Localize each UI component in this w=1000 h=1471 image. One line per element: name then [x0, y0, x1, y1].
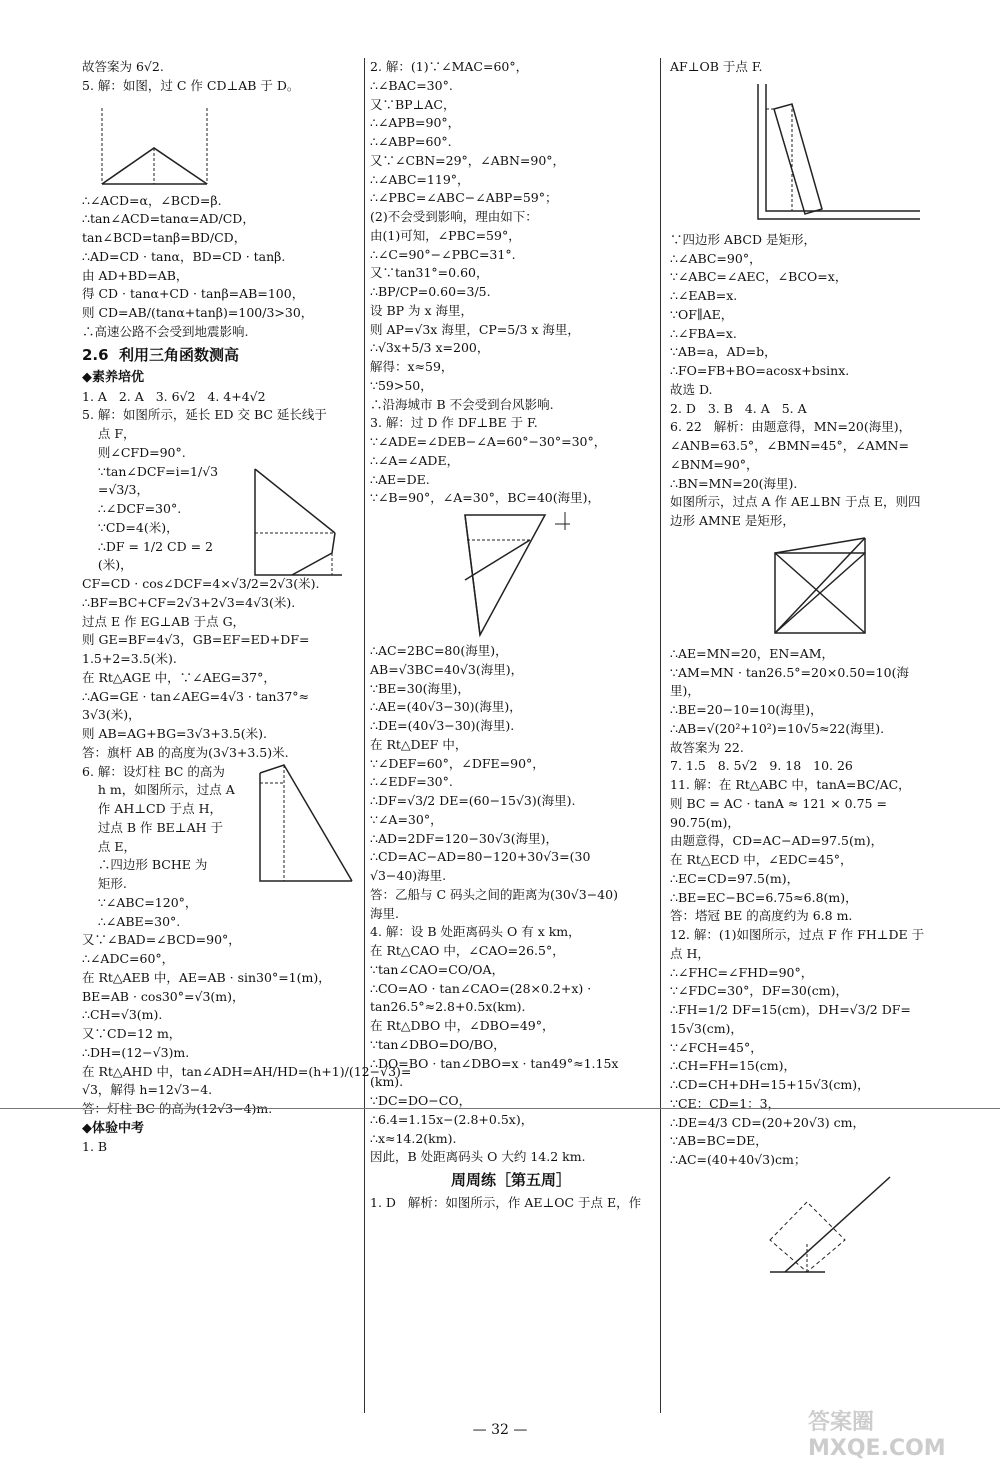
text-line: 点 F，: [82, 426, 136, 441]
subsection-title: ◆素养培优: [82, 370, 144, 385]
text-line: 3√3(米)，: [82, 707, 141, 723]
column-2: [370, 58, 652, 1212]
text-line: ∴DF=√3/2 DE=(60−15√3)(海里).: [370, 793, 576, 808]
text-line: tan∠BCD=tanβ=BD/CD，: [82, 230, 247, 245]
text-line: 1. A 2. A 3. 6√2 4. 4+4√2: [82, 388, 266, 404]
text-line: ∴AC=2BC=80(海里)，: [370, 643, 508, 658]
watermark: 答案圈 MXQE.COM: [808, 1410, 946, 1461]
text-line: ∴AE=(40√3−30)(海里)，: [370, 699, 522, 715]
text-line: ∴∠ABC=119°，: [370, 171, 470, 187]
text-line: ∵∠ABC=120°，: [82, 894, 198, 910]
text-line: AB=√3BC=40√3(海里)，: [370, 661, 524, 677]
section-title: 周周练［第五周］: [450, 1171, 571, 1189]
text-line: 6. 解：设灯柱 BC 的高为: [82, 763, 225, 779]
text-line: ∵∠FDC=30°，DF=30(cm)，: [670, 983, 848, 999]
text-line: 在 Rt△AGE 中，∵∠AEG=37°，: [82, 669, 276, 685]
text-line: ∴FO=FB+BO=acosx+bsinx.: [670, 363, 850, 378]
text-line: 故选 D.: [670, 381, 713, 397]
text-line: 12. 解：(1)如图所示，过点 F 作 FH⊥DE 于: [670, 927, 925, 942]
text-line: ∵59>50，: [370, 377, 433, 393]
text-line: ∴√3x+5/3 x=200，: [370, 340, 490, 356]
text-line: ∴∠ACD=α，∠BCD=β.: [82, 192, 222, 208]
text-line: ∴AD=2DF=120−30√3(海里)，: [370, 830, 559, 846]
text-line: ∴CH=FH=15(cm)，: [670, 1058, 796, 1074]
text-line: 解得：x≈59，: [370, 359, 454, 374]
text-line: 作 AH⊥CD 于点 H，: [82, 801, 222, 816]
text-line: BE=AB · cos30°=√3(m)，: [82, 988, 245, 1004]
text-line: 7. 1.5 8. 5√2 9. 18 10. 26: [670, 758, 853, 774]
text-line: ∴∠FHC=∠FHD=90°，: [670, 964, 814, 980]
text-line: 答：旗杆 AB 的高度为(3√3+3.5)米.: [82, 744, 289, 760]
figure-ladder: [765, 1172, 905, 1282]
text-line: ∴BF=BC+CF=2√3+2√3=4√3(米).: [82, 594, 296, 610]
text-line: 在 Rt△AHD 中，tan∠ADH=AH/HD=(h+1)/(12−√3)=: [82, 1063, 412, 1079]
text-line: ∴∠ABP=60°.: [370, 134, 452, 149]
text-line: ∴AC=(40+40√3)cm；: [670, 1152, 807, 1167]
text-line: ∵∠A=30°，: [370, 811, 443, 827]
text-line: 1. B: [82, 1139, 108, 1155]
text-line: 6. 22 解析：由题意得，MN=20(海里)，: [670, 419, 912, 435]
text-line: ∴高速公路不会受到地震影响.: [82, 323, 249, 339]
text-line: ∴BE=EC−BC=6.75≈6.8(m)，: [670, 889, 858, 905]
text-line: 又∵BP⊥AC，: [370, 96, 456, 112]
text-line: ∴BE=20−10=10(海里)，: [670, 702, 823, 717]
figure-north-abcd: [82, 98, 222, 190]
page-number: — 32 —: [472, 1422, 528, 1438]
text-line: ∴DO=BO · tan∠DBO=x · tan49°≈1.15x: [370, 1055, 619, 1071]
column-3: [670, 58, 970, 1284]
text-line: ∵OF∥AE，: [670, 306, 734, 322]
text-line: (2)不会受到影响，理由如下：: [370, 209, 538, 224]
text-line: ∵∠FCH=45°，: [670, 1039, 763, 1055]
text-line: CF=CD · cos∠DCF=4×√3/2=2√3(米).: [82, 576, 320, 591]
text-line: ∴AE=DE.: [370, 471, 430, 487]
text-line: ∴AG=GE · tan∠AEG=4√3 · tan37°≈: [82, 688, 310, 704]
text-line: 答：塔冠 BE 的高度约为 6.8 m.: [670, 908, 853, 924]
text-line: 如图所示，过点 A 作 AE⊥BN 于点 E，则四: [670, 494, 921, 510]
text-line: 在 Rt△CAO 中，∠CAO=26.5°，: [370, 943, 565, 958]
text-line: ∴沿海城市 B 不会受到台风影响.: [370, 396, 554, 412]
text-line: AF⊥OB 于点 F.: [670, 59, 763, 74]
text-line: ∵tan∠DCF=i=1/√3: [82, 463, 219, 479]
text-line: 1.5+2=3.5(米).: [82, 651, 177, 666]
text-line: ∵∠DEF=60°，∠DFE=90°，: [370, 755, 545, 771]
text-line: ∴CD=AC−AD=80−120+30√3=(30: [370, 849, 591, 865]
text-line: ∴x≈14.2(km).: [370, 1130, 457, 1146]
text-line: 又∵∠CBN=29°，∠ABN=90°，: [370, 152, 566, 168]
text-line: ∴∠C=90°−∠PBC=31°.: [370, 246, 516, 262]
text-line: √3−40)海里.: [370, 868, 447, 883]
text-line: 过点 E 作 EG⊥AB 于点 G，: [82, 613, 246, 629]
text-line: 5. 解：如图，过 C 作 CD⊥AB 于 D。: [82, 77, 300, 93]
text-line: ∴∠A=∠ADE，: [370, 452, 460, 468]
figure-ship-triangle: [370, 510, 570, 640]
text-line: 3. 解：过 D 作 DF⊥BE 于 F.: [370, 415, 538, 431]
text-line: 在 Rt△AEB 中，AE=AB · sin30°=1(m)，: [82, 969, 331, 985]
text-line: 又∵∠BAD=∠BCD=90°，: [82, 932, 241, 948]
text-line: ∴DH=(12−√3)m.: [82, 1044, 190, 1060]
text-line: 矩形.: [82, 876, 127, 891]
text-line: √3，解得 h=12√3−4.: [82, 1082, 213, 1098]
text-line: ∴tan∠ACD=tanα=AD/CD，: [82, 211, 255, 227]
column-divider-1: [364, 58, 365, 1413]
text-line: 则 AB=AG+BG=3√3+3.5(米).: [82, 726, 267, 741]
text-line: 1. D 解析：如图所示，作 AE⊥OC 于点 E，作: [370, 1194, 642, 1210]
text-line: 又∵tan31°=0.60，: [370, 265, 489, 281]
text-line: ∠ANB=63.5°，∠BMN=45°，∠AMN=: [670, 438, 909, 453]
subsection-title: ◆体验中考: [82, 1120, 144, 1136]
text-line: 答：灯柱 BC 的高为(12√3−4)m.: [82, 1101, 273, 1116]
text-line: ∴DF = 1/2 CD = 2: [82, 538, 214, 554]
text-line: ∵∠B=90°，∠A=30°，BC=40(海里)，: [370, 490, 600, 506]
text-line: ∵BE=30(海里)，: [370, 680, 470, 696]
text-line: ∵∠ADE=∠DEB−∠A=60°−30°=30°，: [370, 434, 607, 449]
text-line: (km).: [370, 1074, 404, 1090]
text-line: 边形 AMNE 是矩形，: [670, 513, 795, 528]
text-line: ∵tan∠DBO=DO/BO，: [370, 1036, 506, 1052]
text-line: ∴BP/CP=0.60=3/5.: [370, 284, 491, 299]
text-line: 2. D 3. B 4. A 5. A: [670, 400, 807, 416]
text-line: ∴CO=AO · tan∠CAO=(28×0.2+x) ·: [370, 980, 592, 996]
text-line: 过点 B 作 BE⊥AH 于: [82, 819, 223, 835]
text-line: ∴∠ADC=60°，: [82, 951, 175, 966]
text-line: =√3/3，: [82, 482, 149, 498]
text-line: ∴CH=√3(m).: [82, 1007, 163, 1023]
text-line: ∠BNM=90°，: [670, 456, 759, 472]
text-line: 15√3(cm)，: [670, 1020, 743, 1036]
text-line: ∴∠FBA=x.: [670, 325, 737, 341]
text-line: 5. 解：如图所示，延长 ED 交 BC 延长线于: [82, 407, 327, 423]
text-line: ∵AB=BC=DE，: [670, 1133, 768, 1149]
text-line: ∴AE=MN=20，EN=AM，: [670, 645, 835, 661]
text-line: ∴AD=CD · tanα，BD=CD · tanβ.: [82, 248, 286, 264]
text-line: h m，如图所示，过点 A: [82, 782, 235, 798]
text-line: ∴FH=1/2 DF=15(cm)，DH=√3/2 DF=: [670, 1002, 911, 1017]
text-line: ∵四边形 ABCD 是矩形，: [670, 231, 816, 247]
text-line: 则 GE=BF=4√3，GB=EF=ED+DF=: [82, 632, 310, 648]
text-line: 则∠CFD=90°.: [82, 444, 186, 460]
text-line: 90.75(m)，: [670, 814, 740, 830]
text-line: 在 Rt△ECD 中，∠EDC=45°，: [670, 852, 853, 867]
text-line: 则 CD=AB/(tanα+tanβ)=100/3>30，: [82, 305, 314, 320]
text-line: 由(1)可知，∠PBC=59°，: [370, 227, 521, 243]
text-line: 里)，: [670, 683, 700, 699]
text-line: 设 BP 为 x 海里，: [370, 302, 474, 318]
text-line: ∵AM=MN · tan26.5°=20×0.50=10(海: [670, 664, 909, 680]
text-line: ∴∠EAB=x.: [670, 288, 738, 303]
text-line: 点 H，: [670, 945, 710, 961]
text-line: 点 E，: [82, 838, 136, 854]
text-line: 又∵CD=12 m，: [82, 1026, 182, 1041]
text-line: ∵CD=4(米)，: [82, 519, 179, 535]
figure-amne: [765, 533, 895, 643]
text-line: 故答案为 6√2.: [82, 59, 164, 74]
text-line: 由题意得，CD=AC−AD=97.5(m)，: [670, 833, 884, 849]
text-line: ∴CD=CH+DH=15+15√3(cm)，: [670, 1077, 870, 1092]
section-title: 2.6 利用三角函数测高: [82, 345, 240, 364]
text-line: ∴DE=4/3 CD=(20+20√3) cm，: [670, 1114, 866, 1130]
text-line: 答：乙船与 C 码头之间的距离为(30√3−40): [370, 886, 618, 902]
text-line: 11. 解：在 Rt△ABC 中，tanA=BC/AC，: [670, 777, 911, 792]
text-line: ∴∠DCF=30°.: [82, 501, 182, 516]
text-line: ∴∠BAC=30°.: [370, 77, 453, 93]
text-line: ∵tan∠CAO=CO/OA，: [370, 961, 505, 977]
text-line: 由 AD+BD=AB，: [82, 267, 189, 283]
text-line: ∴EC=CD=97.5(m)，: [670, 870, 800, 886]
text-line: ∴四边形 BCHE 为: [82, 857, 208, 873]
text-line: 因此，B 处距离码头 O 大约 14.2 km.: [370, 1149, 586, 1165]
text-line: ∴∠EDF=30°.: [370, 774, 453, 790]
text-line: 2. 解：(1)∵∠MAC=60°，: [370, 59, 529, 74]
scan-line: [0, 1108, 1000, 1109]
text-line: ∴∠PBC=∠ABC−∠ABP=59°；: [370, 190, 558, 206]
text-line: ∴∠APB=90°，: [370, 115, 461, 131]
text-line: ∵AB=a，AD=b，: [670, 344, 777, 360]
text-line: 海里.: [370, 905, 399, 921]
text-line: ∵CE：CD=1：3，: [670, 1095, 781, 1111]
text-line: 则 AP=√3x 海里，CP=5/3 x 海里，: [370, 321, 580, 337]
text-line: ∴AB=√(20²+10²)=10√5≈22(海里).: [670, 720, 885, 736]
text-line: 在 Rt△DBO 中，∠DBO=49°，: [370, 1018, 555, 1033]
text-line: 故答案为 22.: [670, 739, 744, 755]
text-line: ∵∠ABC=∠AEC，∠BCO=x，: [670, 269, 848, 285]
column-divider-2: [660, 58, 661, 1413]
text-line: 得 CD · tanα+CD · tanβ=AB=100，: [82, 286, 305, 302]
text-line: tan26.5°≈2.8+0.5x(km).: [370, 999, 526, 1015]
text-line: ∴BN=MN=20(海里).: [670, 475, 798, 491]
text-line: 4. 解：设 B 处距离码头 O 有 x km，: [370, 924, 581, 940]
text-line: 在 Rt△DEF 中，: [370, 736, 468, 752]
text-line: 则 BC = AC · tanA ≈ 121 × 0.75 =: [670, 795, 887, 811]
text-line: ∵DC=DO−CO，: [370, 1093, 472, 1108]
text-line: (米)，: [82, 557, 133, 573]
text-line: ∴6.4=1.15x−(2.8+0.5x)，: [370, 1111, 534, 1127]
text-line: ∴∠ABE=30°.: [82, 913, 181, 929]
text-line: ∴∠ABC=90°，: [670, 250, 762, 266]
text-line: ∴DE=(40√3−30)(海里).: [370, 718, 515, 733]
figure-rectangle-axes: [750, 79, 930, 229]
